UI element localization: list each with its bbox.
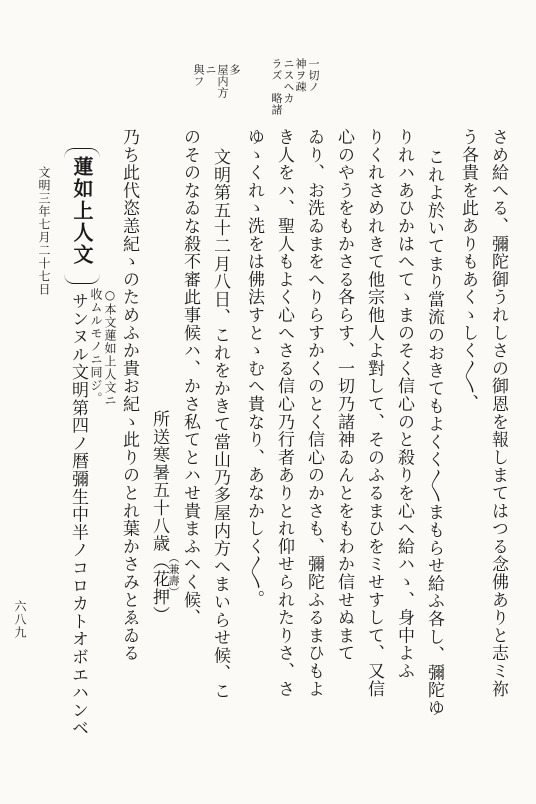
text-column: りれハあひかはへてゝまのそく信心のと殺りを心へ給ハゝ、身中よふ bbox=[394, 128, 414, 680]
margin-note: ニスヘカ bbox=[282, 58, 295, 104]
text-column: りくれさめれきて他宗他人よ對して、そのふるまひをミせすして、又信 bbox=[364, 128, 384, 698]
margin-note: 神ヲ疎 bbox=[294, 58, 307, 93]
margin-note: 與フ bbox=[192, 64, 205, 87]
text-column: 乃ち此代恣恙紀ゝのためふか貴お紀ゝ此りのとれ葉かさみとゑゐる bbox=[119, 128, 139, 662]
signature-note: （兼壽） bbox=[167, 552, 180, 598]
section-subnote: ○本文蓮如上人文ニ bbox=[103, 288, 117, 407]
text-column: サンヌル文明第四ノ暦彌生中半ノコロカトオボエハンベ bbox=[68, 292, 88, 737]
margin-note: 多 bbox=[228, 64, 241, 76]
margin-note: 屋内方 bbox=[216, 64, 229, 99]
signature-column: 所送寒暑五十八歳（花押） bbox=[149, 410, 169, 624]
date-column: 文明三年七月二十七日 bbox=[37, 166, 51, 296]
margin-note: 一切ノ bbox=[307, 58, 320, 93]
margin-note: ニ bbox=[204, 64, 217, 76]
text-column: のそのなゐな殺不審此事候ハ、かさ私てとハせ貴まふへく候、 bbox=[180, 128, 200, 627]
text-column: う各貴を此ありもあくゝしく〳〵、 bbox=[458, 128, 478, 412]
text-column: 心のやうをもかさる各らす、一切乃諸神ゐんとをもわか信せぬまて bbox=[334, 128, 354, 662]
text-column: これよ於いてまり當流のおきてもよくく〳〵まもらせ給ふ各し、彌陀ゆ bbox=[424, 148, 444, 717]
text-column: 文明第五十二月八日、これをかきて當山乃多屋内方へまいらせ候、こ bbox=[210, 148, 230, 700]
page-number: 六八九 bbox=[13, 600, 27, 639]
margin-note: ラズ 略諸 bbox=[270, 58, 283, 116]
text-column: さめ給へる、彌陀御うれしさの御恩を報しまてはつる念佛ありと志ミ祢 bbox=[488, 128, 508, 698]
text-column: ゐり、お洗ゐまをへりらすかくのとく信心のかさも、彌陀ふるまひもよ bbox=[304, 128, 324, 698]
section-title: 蓮如上人文 bbox=[70, 156, 94, 266]
text-column: ゆゝくれゝ洗をは佛法すとゝむへ貴なり、あなかしく〳〵。 bbox=[244, 128, 264, 608]
text-column: き人をハ、聖人もよく心へさる信心乃行者ありとれ仰せられたりさ、さ bbox=[274, 128, 294, 698]
section-subnote: 收ムルモノニ同ジ。 bbox=[89, 288, 103, 405]
